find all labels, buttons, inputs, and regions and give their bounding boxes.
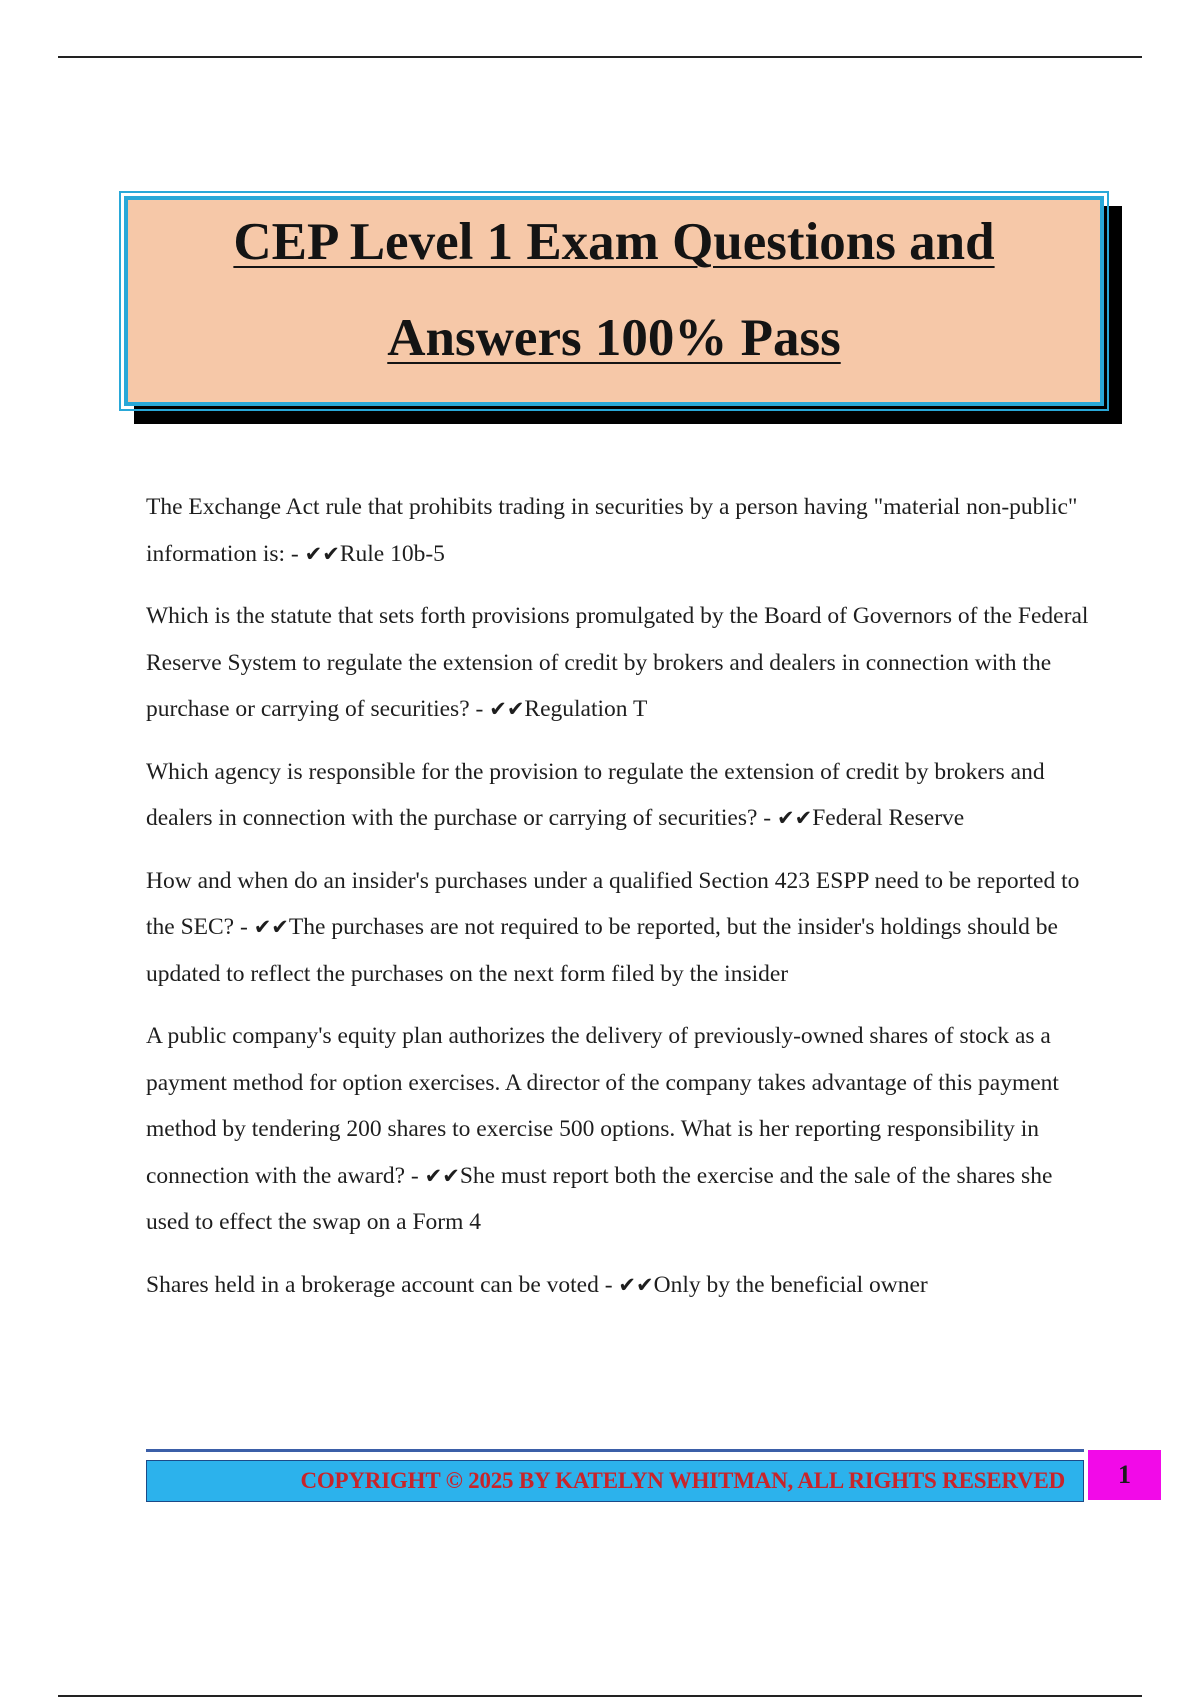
qa-item — [146, 1262, 1096, 1309]
qa-item — [146, 484, 1096, 577]
answer-text: Only by the beneficial owner — [653, 1271, 928, 1298]
question-text: Which is the statute that sets forth provisions promulgated by the Board of Governors of the Federal Reserve System to regulate the extension of credit by brokers and dealers in connection with the purchase or carrying of securities? - — [146, 603, 1089, 722]
question-text: Shares held in a brokerage account can be voted - — [146, 1271, 619, 1298]
check-icon: ✔✔ — [304, 541, 340, 566]
qa-item — [146, 749, 1096, 842]
page-number: 1 — [1118, 1460, 1131, 1489]
answer-text: Federal Reserve — [812, 805, 965, 831]
qa-item — [146, 858, 1096, 998]
question-text: How and when do an insider's purchases under a qualified Section 423 ESPP need to be reported to the SEC? - — [146, 867, 1080, 940]
check-icon: ✔✔ — [424, 1163, 460, 1188]
copyright-text: COPYRIGHT © 2025 BY KATELYN WHITMAN, ALL RIGHTS RESERVED — [300, 1468, 1065, 1493]
check-icon: ✔✔ — [777, 806, 813, 830]
top-rule — [58, 56, 1142, 58]
footer-divider — [146, 1449, 1084, 1452]
qa-item — [146, 1013, 1096, 1246]
page-number-box — [1088, 1450, 1161, 1500]
check-icon: ✔✔ — [253, 915, 289, 939]
answer-text: Regulation T — [524, 696, 648, 722]
question-text: A public company's equity plan authorizes the delivery of previously-owned shares of stock as a payment method for option exercises. A director of the company takes advantage of this payment method by tendering 200 shares to exercise 500 options. What is her reporting responsibility in connection with the award? - — [146, 1023, 1059, 1189]
qa-list — [146, 484, 1096, 1324]
answer-text: Rule 10b-5 — [339, 540, 445, 567]
question-text: The Exchange Act rule that prohibits trading in securities by a person having "material non-public" information is: - — [146, 494, 1078, 567]
question-text: Which agency is responsible for the provision to regulate the extension of credit by brokers and dealers in connection with the purchase or carrying of securities? - — [146, 758, 1045, 831]
qa-item — [146, 593, 1096, 733]
check-icon: ✔✔ — [618, 1272, 654, 1297]
answer-text: She must report both the exercise and the sale of the shares she used to effect the swap on a Form 4 — [146, 1162, 1053, 1235]
check-icon: ✔✔ — [489, 697, 525, 721]
answer-text: The purchases are not required to be reported, but the insider's holdings should be updated to reflect the purchases on the next form filed by the insider — [146, 914, 1058, 987]
title-box — [124, 196, 1104, 406]
footer-bar — [146, 1460, 1084, 1502]
bottom-rule — [58, 1695, 1142, 1697]
document-title-line-1: CEP Level 1 Exam Questions and — [233, 213, 995, 271]
document-title-line-2: Answers 100% Pass — [387, 309, 841, 367]
